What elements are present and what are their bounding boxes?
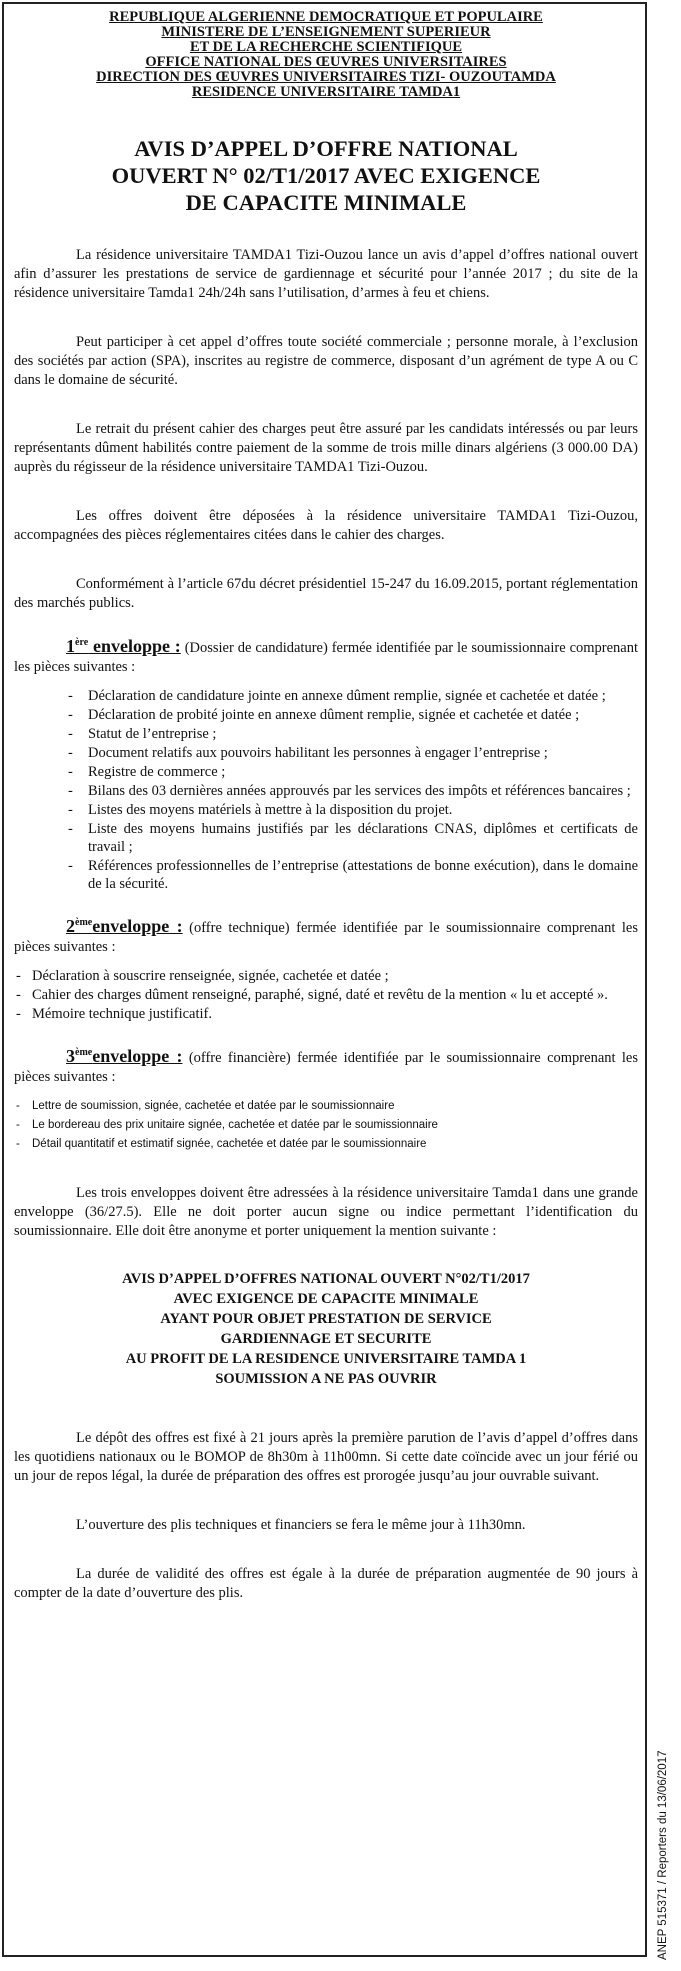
envelope-mention — [14, 1269, 638, 1389]
mention-line: SOUMISSION A NE PAS OUVRIR — [215, 1371, 437, 1387]
header-line: REPUBLIQUE ALGERIENNE DEMOCRATIQUE ET POPULAIRE — [109, 9, 543, 25]
list-item: - Mémoire technique justificatif. — [16, 1006, 212, 1022]
paragraph-opening: L’ouverture des plis techniques et financiers se fera le même jour à 11h30mn. — [76, 1517, 526, 1533]
envelope-3-list — [14, 1097, 638, 1154]
envelope-3-label: 3èmeenveloppe : — [66, 1046, 183, 1066]
paragraph-deadline: Le dépôt des offres est fixé à 21 jours après la première parution de l’avis d’appel d’offres dans les quotidiens nationaux ou le BOMOP de 8h30m à 11h00mn. Si cette date coïncide avec un jour férié ou un jour de repos légal, la durée de préparation des offres est prorogée jusqu’au jour ouvrable suivant. — [14, 1430, 638, 1484]
mention-line: AVIS D’APPEL D’OFFRES NATIONAL OUVERT N°02/T1/2017 — [122, 1271, 530, 1287]
paragraph-submission: Les offres doivent être déposées à la résidence universitaire TAMDA1 Tizi-Ouzou, accompagnées des pièces réglementaires citées dans le cahier des charges. — [14, 508, 638, 543]
paragraph-eligibility: Peut participer à cet appel d’offres toute société commerciale ; personne morale, à l’exclusion des sociétés par action (SPA), inscrites au registre de commerce, disposant d’un agrément de type A ou C dans le domaine de sécurité. — [14, 334, 638, 388]
list-item: - Déclaration de candidature jointe en annexe dûment remplie, signée et cachetée et datée ; — [68, 688, 606, 704]
header-line: RESIDENCE UNIVERSITAIRE TAMDA1 — [191, 84, 461, 100]
header-line: MINISTERE DE L’ENSEIGNEMENT SUPERIEUR — [161, 24, 491, 40]
envelope-2-description: (offre technique) fermée identifiée par le soumissionnaire comprenant les pièces suivantes : — [14, 920, 638, 955]
list-item: - Registre de commerce ; — [68, 764, 226, 780]
paragraph-intro: La résidence universitaire TAMDA1 Tizi-Ouzou lance un avis d’appel d’offres national ouvert afin d’assurer les prestations de service de gardiennage et sécurité pour l’année 2017 ; du site de la résidence universitaire Tamda1 24h/24h sans l’utilisation, d’armes à feu et chiens. — [14, 247, 638, 301]
paragraph-validity: La durée de validité des offres est égale à la durée de préparation augmentée de 90 jours à compter de la date d’ouverture des plis. — [14, 1566, 638, 1601]
list-item: - Listes des moyens matériels à mettre à la disposition du projet. — [68, 802, 453, 818]
list-item: - Lettre de soumission, signée, cachetée et datée par le soumissionnaire — [16, 1100, 395, 1112]
list-item: - Bilans des 03 dernières années approuvés par les services des impôts et références bancaires ; — [68, 783, 631, 799]
list-item: - Le bordereau des prix unitaire signée, cachetée et datée par le soumissionnaire — [16, 1119, 438, 1131]
list-item: - Statut de l’entreprise ; — [68, 726, 217, 742]
title-line: AVIS D’APPEL D’OFFRE NATIONAL — [134, 136, 518, 161]
paragraph-regulation: Conformément à l’article 67du décret présidentiel 15-247 du 16.09.2015, portant réglementation des marchés publics. — [14, 576, 638, 611]
mention-line: AU PROFIT DE LA RESIDENCE UNIVERSITAIRE TAMDA 1 — [125, 1351, 527, 1367]
title-line: OUVERT N° 02/T1/2017 AVEC EXIGENCE — [111, 163, 541, 188]
mention-line: AVEC EXIGENCE DE CAPACITE MINIMALE — [173, 1291, 479, 1307]
list-item: - Liste des moyens humains justifiés par les déclarations CNAS, diplômes et certificats de travail ; — [68, 821, 638, 855]
list-item: - Déclaration de probité jointe en annexe dûment remplie, signée et cachetée et datée ; — [68, 707, 580, 723]
envelope-1-heading — [14, 633, 638, 677]
title-line: DE CAPACITE MINIMALE — [185, 190, 467, 215]
header-line: OFFICE NATIONAL DES ŒUVRES UNIVERSITAIRES — [145, 54, 507, 70]
list-item: - Document relatifs aux pouvoirs habilitant les personnes à engager l’entreprise ; — [68, 745, 548, 761]
document-page — [14, 10, 638, 1603]
list-item: - Cahier des charges dûment renseigné, paraphé, signé, daté et revêtu de la mention « lu et accepté ». — [16, 987, 608, 1003]
mention-line: GARDIENNAGE ET SECURITE — [220, 1331, 432, 1347]
publication-reference: ANEP 515371 / Reporters du 13/06/2017 — [657, 1750, 669, 1960]
header-line: DIRECTION DES ŒUVRES UNIVERSITAIRES TIZI- OUZOUTAMDA — [96, 69, 556, 85]
mention-line: AYANT POUR OBJET PRESTATION DE SERVICE — [160, 1311, 492, 1327]
list-item: - Détail quantitatif et estimatif signée, cachetée et datée par le soumissionnaire — [16, 1138, 427, 1150]
issuer-header — [14, 10, 638, 100]
envelope-2-heading — [14, 913, 638, 957]
envelope-1-label: 1ère enveloppe : — [66, 636, 181, 656]
envelope-2-label: 2èmeenveloppe : — [66, 916, 183, 936]
header-line: ET DE LA RECHERCHE SCIENTIFIQUE — [189, 39, 463, 55]
envelope-3-description: (offre financière) fermée identifiée par le soumissionnaire comprenant les pièces suivantes : — [14, 1050, 639, 1085]
list-item: - Références professionnelles de l’entreprise (attestations de bonne exécution), dans le domaine de la sécurité. — [68, 858, 638, 892]
envelope-2-list — [14, 967, 638, 1023]
list-item: - Déclaration à souscrire renseignée, signée, cachetée et datée ; — [16, 968, 389, 984]
paragraph-withdrawal: Le retrait du présent cahier des charges peut être assuré par les candidats intéressés ou par leurs représentants dûment habilités contre paiement de la somme de trois mille dinars algériens (3 000.00 DA) auprès du régisseur de la résidence universitaire TAMDA1 Tizi-Ouzou. — [14, 421, 638, 475]
notice-title — [14, 135, 638, 216]
envelope-1-list — [14, 687, 638, 893]
envelope-3-heading — [14, 1043, 638, 1087]
envelope-1-description: (Dossier de candidature) fermée identifiée par le soumissionnaire comprenant les pièces suivantes : — [14, 640, 639, 675]
paragraph-envelopes: Les trois enveloppes doivent être adressées à la résidence universitaire Tamda1 dans une grande enveloppe (36/27.5). Elle ne doit porter aucun signe ou indice permettant l’identification du soumissionnaire. Elle doit être anonyme et porter uniquement la mention suivante : — [14, 1185, 638, 1239]
